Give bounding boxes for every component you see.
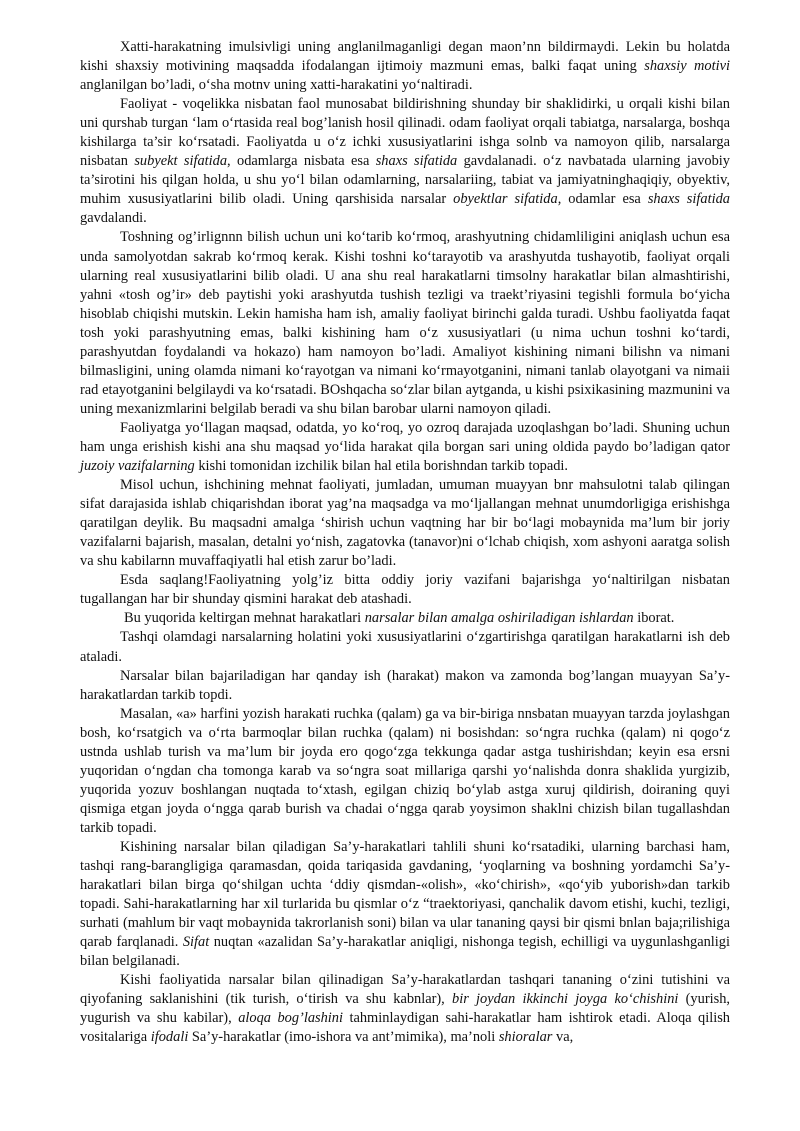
paragraph-9 [80,667,730,705]
paragraph-2 [80,95,730,228]
italic-term: obyektlar sifatida [453,191,558,208]
paragraph-8 [80,628,730,666]
text-run: (yurish, yugurish va shu kabilar), [80,991,731,1027]
italic-term: shaxs sifatida [375,153,458,170]
italic-term: subyekt sifatida [134,153,228,170]
italic-term: shaxsiy motivi [644,58,730,75]
text-run: va, [552,1029,574,1046]
italic-term: juzoiy vazifalarning [80,458,195,475]
text-run: gavdalandi. [80,210,147,227]
text-run: nuqtan «azalidan Sa’y-harakatlar aniqligi, nishonga tegish, echilligi va uygunlashganligi bilan belgilanadi. [80,934,730,970]
text-run: Kishi faoliyatida narsalar bilan qilinadigan Sa’y-harakatlardan tashqari tananing o‘zini tutishini va qiyofaning saklanishini (tik turish, o‘tirish va shu kabnlar), [80,972,730,1008]
paragraph-7 [80,609,730,628]
italic-term: aloqa bog’lashini [238,1010,343,1027]
text-run: , odamlar esa [557,191,648,208]
italic-term: narsalar bilan amalga oshiriladigan ishlardan [364,610,634,627]
paragraph-4 [80,419,730,476]
text-run: Masalan, «a» harfini yozish harakati ruchka (qalam) ga va bir-biriga nnsbatan muayyan tarzda joylashgan bosh, ko‘rsatgich va o‘rta barmoqlar bilan ruchka (qalam) ni bosishdan: so‘ngra ruchka (qalam) ni qogo‘z ustnda ushlab turish va ma’lum bir joyda ero qogo‘zga tekkunga qadar astga tushirishdan; keyin esa ersni yuqoridan o‘ngdan cha tomonga karab va so‘ngra soat millariga qarshi yo‘nalishda donra shaklida yurgizib, yuqorida yozuv boshlangan nuqtada to‘xtash, egilgan chiziq bo‘ylab astga xuruj qildirish, doiraning quyi qismiga etgan joyda o‘ngga qarab burish va chadai o‘ngga qarab yoysimon shaklni chizish bilan tugallashdan tarkib topadi. [80,705,730,836]
text-run: Kishining narsalar bilan qiladigan Sa’y-harakatlari tahlili shuni ko‘rsatadiki, ularning barchasi ham, tashqi rang-barangligiga qaramasdan, qoida tariqasida gavdaning, ‘yoqlarning va boshning yordamchi Sa’y-harakatlari bilan birga qo‘shilgan uchta ‘ddiy qismdan-«olish», «ko‘chirish», «qo‘yib yuborish»dan tarkib topadi. Sahi-harakatlarning har xil turlarida bu qismlar o‘z “traektoriyasi, qanchalik davom etishi, kuchi, tezligi, surhati (mahlum bir vaqt mobaynida takrorlanish soni) bilan va ular tananing qaysi bir qismi bnlan baja;rilishiga qarab farqlanadi. [80,838,730,951]
text-run: Toshning og’irlignnn bilish uchun uni ko‘tarib ko‘rmoq, arashyutning chidamliligini aniqlash uchun esa unda samolyotdan sakrab ko‘rmoq kerak. Kishi toshni ko‘tarayotib va arashyutda tushayotib, faoliyat orqali ularning real xususiyatlarini bilib oladi. U ana shu real harakatlarni timsolny harakatlar bilan almashtirishi, yahni «tosh og’ir» deb paytishi yoki arashyutda tushish tezligi va traekt’riyasini tegishli formula bo‘yicha hisoblab chiqishi mutskin. Lekin hamisha ham ish, amaliy faoliyat birinchi galda turadi. Ushbu faoliyatda faqat tosh yoki parashyutning emas, balki kishining ham o‘z xususiyatlari (u nima uchun toshni ko‘tardi, parashyutdan foydalandi va hokazo) ham namoyon bo’ladi. Amaliyot kishining nimani bilishn va nimani bilmasligini, uning olamda nimani ko‘rayotgan va nimani ko‘rmayotganini, nimani tanlab olayotgani va nimaii rad etayotganini belgilaydi va ko‘rsatadi. BOshqacha so‘zlar bilan aytganda, u kishi psixikasining mazmunini va uning mexanizmlarini belgilab beradi va shu bilan barobar ularni namoyon qiladi. [80,229,730,417]
text-run: gavdalanadi. o‘z navbatada ularning javobiy ta’sirotini his qilgan holda, u shu yo‘l bilan odamlarning, narsalariing, tabiat va jamiyatninghaqiqiy, obyektiv, muhim xususiyatlarini bilib oladi. Uning qarshisida narsalar [80,153,730,208]
text-run: Esda saqlang!Faoliyatning yolg’iz bitta oddiy joriy vazifani bajarishga yo‘naltirilgan nisbatan tugallangan har bir shunday qismini harakat deb atashadi. [80,572,730,608]
paragraph-6 [80,571,730,609]
paragraph-3 [80,228,730,418]
italic-term: bir joydan ikkinchi joyga ko‘chishini [452,991,679,1008]
text-run: tahminlaydigan sahi-harakatlar ham ishtirok etadi. Aloqa qilish vositalariga [80,1010,730,1046]
text-run: Bu yuqorida keltirgan mehnat harakatlari [124,610,365,627]
text-run: Narsalar bilan bajariladigan har qanday ish (harakat) makon va zamonda bog’langan muayyan Sa’y-harakatlardan tarkib topdi. [80,667,730,703]
italic-term: Sifat [182,934,210,951]
paragraph-11 [80,838,730,971]
text-run: Faoliyatga yo‘llagan maqsad, odatda, yo ko‘roq, yo ozroq darajada uzoqlashgan bo’ladi. Shuning uchun ham unga erishish kishi ana shu maqsad yo‘lida harakat qila borgan sari uning oldida paydo bo’ladigan qator [80,419,730,455]
text-run: kishi tomonidan izchilik bilan hal etila borishndan tarkib topadi. [194,458,569,475]
text-run: Sa’y-harakatlar (imo-ishora va ant’mimika), ma’noli [188,1029,499,1046]
paragraph-1 [80,38,730,95]
paragraph-12 [80,971,730,1047]
text-run: Tashqi olamdagi narsalarning holatini yoki xususiyatlarini o‘zgartirishga qaratilgan harakatlarni ish deb ataladi. [80,629,730,665]
text-run: , odamlarga nisbata esa [227,153,376,170]
italic-term: shioralar [498,1029,553,1046]
text-run: iborat. [633,610,675,627]
paragraph-10 [80,705,730,838]
italic-term: shaxs sifatida [647,191,730,208]
text-run: Misol uchun, ishchining mehnat faoliyati, jumladan, umuman muayyan bnr mahsulotni talab qilingan sifat darajasida ishlab chiqarishdan iborat yag’na maqsadga va mo‘ljallangan mehnat unumdorligiga erishishga qaratilgan deylik. Bu maqsadni amalga ‘shirish uchun vaqtning har bir bo‘lagi mobaynida ma’lum bir joriy vazifalarni bajarish, masalan, detalni yo‘nish, zagatovka (tanavor)ni o‘lchab chiqish, xom ashyoni aaratga solish va shu kabilarnn muvaffaqiyatli hal etish zarur bo’ladi. [80,477,730,570]
text-run: anglanilgan bo’ladi, o‘sha motnv uning xatti-harakatini yo‘naltiradi. [80,77,473,94]
paragraph-5 [80,476,730,571]
text-run: Xatti-harakatning imulsivligi uning anglanilmaganligi degan maon’nn bildirmaydi. Lekin bu holatda kishi shaxsiy motivining maqsadda ifodalangan ijtimoiy mazmuni emas, balki faqat uning [80,39,730,75]
italic-term: ifodali [150,1029,189,1046]
text-run: Faoliyat - voqelikka nisbatan faol munosabat bildirishning shunday bir shaklidirki, u orqali kishi bilan uni qurshab turgan ‘lam o‘rtasida real bog’lanish hosil qilinadi. odam faoliyat orqali tabiatga, narsalarga, boshqa kishilarga ta’sir ko‘rsatadi. Faoliyatda u o‘z ichki xususiyatlarini ishga solnb va namoyon qilib, narsalarga nisbatan [80,96,730,170]
